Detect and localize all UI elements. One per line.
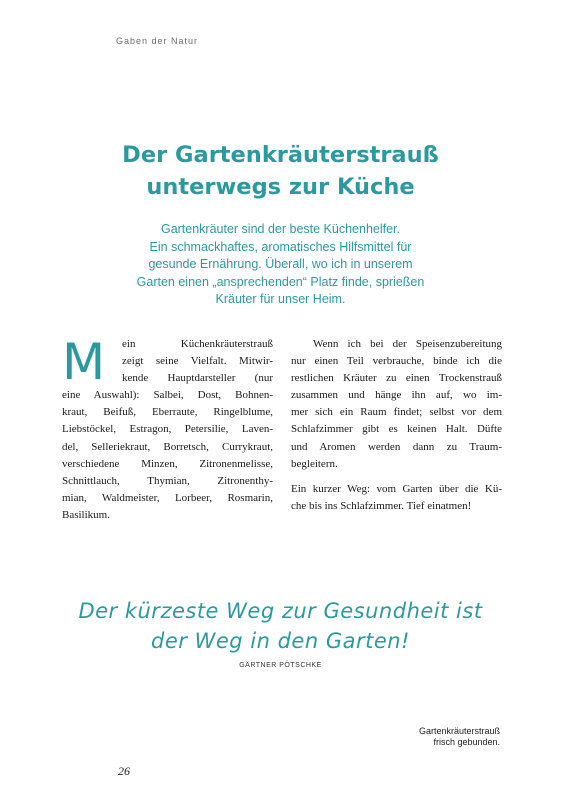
intro-line: Gartenkräuter sind der beste Küchenhelfer.	[160, 222, 401, 236]
body-line: del, Selleriekraut, Borretsch, Currykraut,	[62, 440, 273, 453]
body-line: Schnittlauch, Thymian, Zitronenthy-	[62, 474, 273, 487]
body-line: kende Hauptdarsteller (nur	[122, 372, 273, 385]
title-line: unterwegs zur Küche	[146, 174, 415, 200]
image-caption	[419, 726, 500, 748]
body-line: mian, Waldmeister, Lorbeer, Rosmarin,	[62, 491, 273, 504]
body-line: zeigt seine Vielfalt. Mitwir-	[122, 355, 273, 368]
body-line: eine Auswahl): Salbei, Dost, Bohnen-	[62, 389, 273, 402]
body-line: ein Küchenkräuterstrauß	[122, 338, 273, 350]
intro-line: gesunde Ernährung. Überall, wo ich in unserem	[148, 257, 413, 271]
pull-quote	[60, 596, 501, 656]
body-column-left	[62, 333, 273, 524]
intro-line: Garten einen „ansprechenden“ Platz finde, sprießen	[136, 274, 425, 289]
title-line: Der Gartenkräuterstrauß	[122, 142, 439, 168]
body-line: Wenn ich bei der Speisenzubereitung	[313, 338, 502, 350]
page-title	[60, 139, 501, 203]
body-line: kraut, Beifuß, Eberraute, Ringelblume,	[62, 406, 273, 419]
quote-line: Der kürzeste Weg zur Gesundheit ist	[78, 599, 483, 623]
body-line: verschiedene Minzen, Zitronenmelisse,	[62, 457, 273, 470]
body-line: begleitern.	[291, 457, 338, 470]
body-line: che bis ins Schlafzimmer. Tief einatmen!	[291, 499, 472, 512]
caption-line: Gartenkräuterstrauß	[418, 726, 500, 736]
quote-attribution: GÄRTNER PÖTSCHKE	[239, 662, 322, 669]
body-line: und Aromen werden dann zu Traum-	[291, 440, 502, 453]
caption-line: frisch gebunden.	[433, 737, 500, 747]
body-line: zusammen und hänge ihn auf, wo im-	[291, 389, 502, 402]
body-line: Ein kurzer Weg: vom Garten über die Kü-	[291, 482, 502, 495]
body-line: restlichen Kräuter zu einen Trockenstrauß	[291, 372, 502, 385]
intro-line: Kräuter für unser Heim.	[215, 292, 346, 306]
paragraph-gap	[291, 473, 502, 481]
body-line: mer sich ein Raum findet; selbst vor dem	[291, 406, 502, 419]
intro-paragraph	[70, 221, 491, 309]
body-line: Schlafzimmer gibt es keinen Halt. Düfte	[291, 423, 502, 436]
running-header: Gaben der Natur	[116, 36, 199, 46]
intro-line: Ein schmackhaftes, aromatisches Hilfsmittel für	[149, 239, 412, 254]
body-line: Liebstöckel, Estragon, Petersilie, Laven-	[62, 423, 273, 436]
quote-line: der Weg in den Garten!	[151, 629, 410, 653]
page-number: 26	[118, 764, 130, 778]
body-line: nur einen Teil verbrauche, binde ich die	[291, 355, 502, 368]
drop-cap: M	[62, 333, 106, 391]
body-column-right	[291, 336, 502, 515]
body-line: Basilikum.	[62, 508, 110, 521]
